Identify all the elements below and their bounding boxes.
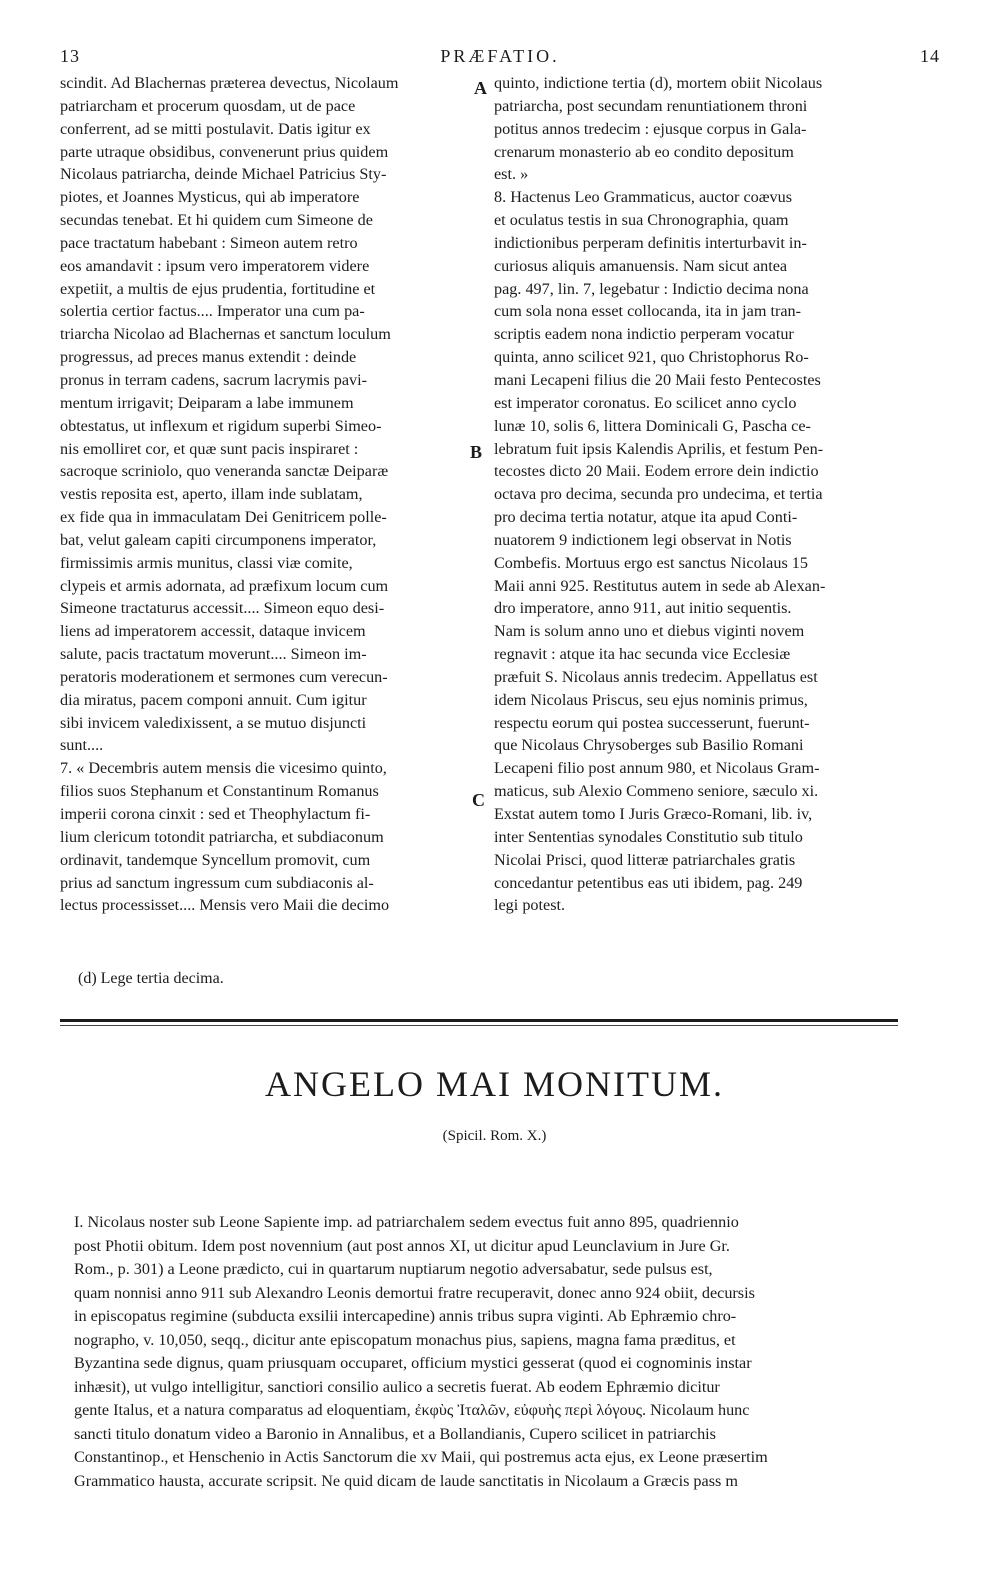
right-column-line: pro decima tertia notatur, atque ita apud Conti- (494, 508, 798, 527)
right-column-line: lunæ 10, solis 6, littera Dominicali G, Pascha ce- (494, 416, 811, 435)
left-column-line: parte utraque obsidibus, convenerunt prius quidem (60, 142, 389, 161)
right-column-line: Nicolai Prisci, quod litteræ patriarchales gratis (494, 850, 796, 869)
right-column-line: scriptis eadem nona indictio perperam vocatur (494, 325, 794, 344)
left-column-line: filios suos Stephanum et Constantinum Romanus (60, 782, 379, 801)
page-number-right: 14 (920, 46, 940, 66)
right-column-line: respectu eorum qui postea successerunt, fuerunt- (494, 713, 810, 732)
section-rule-thick (60, 1019, 898, 1022)
body-text-line: nographo, v. 10,050, seqq., dicitur ante episcopatum monachus pius, sapiens, magna fama præditus, et (74, 1330, 736, 1349)
right-column-line: præfuit S. Nicolaus annis tredecim. Appellatus est (494, 667, 818, 686)
left-column-line: 7. « Decembris autem mensis die vicesimo quinto, (60, 759, 387, 778)
left-column-line: triarcha Nicolao ad Blachernas et sanctum loculum (60, 325, 391, 344)
left-column-line: clypeis et armis adornata, ad præfixum locum cum (60, 576, 389, 595)
left-column-line: imperii corona cinxit : sed et Theophylactum fi- (60, 805, 371, 823)
left-column-line: expetiit, a multis de ejus prudentia, fortitudine et (60, 279, 376, 298)
left-column-line: conferrent, ad se mitti postulavit. Datis igitur ex (60, 119, 371, 138)
left-column-line: Nicolaus patriarcha, deinde Michael Patricius Sty- (60, 165, 387, 184)
right-column-line: nuatorem 9 indictionem legi observat in Notis (494, 530, 792, 549)
right-column-line: indictionibus perperam definitis interturbavit in- (494, 233, 807, 252)
body-text-line: in episcopatus regimine (subducta exsilii intercapedine) annis tribus supra viginti. Ab Ephræmio chro- (74, 1307, 737, 1325)
body-text-line: inhæsit), ut vulgo intelligitur, sanctiori consilio aulico a secretis fuerat. Ab eodem Ephræmio dicitur (74, 1377, 720, 1396)
body-text-line: I. Nicolaus noster sub Leone Sapiente imp. ad patriarchalem sedem evectus fuit anno 895, quadriennio (74, 1213, 739, 1231)
left-column-line: dia miratus, pacem componi annuit. Cum igitur (60, 690, 367, 709)
right-column-line: cum sola nona esset collocanda, ita in jam tran- (494, 302, 802, 321)
left-column-line: peratoris moderationem et sermones cum verecun- (60, 667, 388, 686)
left-column-line: pace tractatum habebant : Simeon autem retro (60, 233, 358, 252)
left-column-line: ex fide qua in immaculatam Dei Genitricem polle- (60, 508, 387, 527)
body-text-line: Grammatico hausta, accurate scripsit. Ne quid dicam de laude sanctitatis in Nicolaum a Græcis pass m (74, 1471, 738, 1490)
right-column-line: lebratum fuit ipsis Kalendis Aprilis, et festum Pen- (494, 439, 824, 458)
body-text-line: Constantinop., et Henschenio in Actis Sanctorum die xv Maii, qui postremus acta ejus, ex Leone præsertim (74, 1448, 768, 1466)
right-column-line: patriarcha, post secundam renuntiationem throni (494, 96, 808, 115)
right-column-line: dro imperatore, anno 911, aut initio sequentis. (494, 599, 792, 618)
right-column-line: que Nicolaus Chrysoberges sub Basilio Romani (494, 736, 804, 755)
right-column-line: mani Lecapeni filius die 20 Maii festo Pentecostes (494, 370, 821, 389)
right-column-line: est. » (494, 165, 529, 184)
left-column-line: solertia certior factus.... Imperator una cum pa- (60, 302, 365, 321)
left-column-line: firmissimis armis munitus, classi viæ comite, (60, 553, 353, 572)
right-column-line: tecostes dicto 20 Maii. Eodem errore dein indictio (494, 462, 819, 481)
left-column-line: lectus processisset.... Mensis vero Maii die decimo (60, 896, 390, 915)
right-column-line: idem Nicolaus Priscus, seu ejus nominis primus, (494, 690, 808, 709)
right-column-line: concedantur petentibus eas uti ibidem, pag. 249 (494, 873, 803, 892)
left-column-line: pronus in terram cadens, sacrum lacrymis pavi- (60, 370, 368, 389)
body-text-line: Byzantina sede dignus, quam priusquam occuparet, officium mystici gesserat (quod ei cognominis instar (74, 1354, 752, 1372)
right-column-line: et oculatus testis in sua Chronographia, quam (494, 211, 789, 230)
right-column-line: potitus annos tredecim : ejusque corpus in Gala- (494, 119, 807, 138)
right-column-line: quinta, anno scilicet 921, quo Christophorus Ro- (494, 348, 809, 367)
left-column-line: progressus, ad preces manus extendit : deinde (60, 348, 357, 367)
right-column-line: pag. 497, lin. 7, legebatur : Indictio decima nona (494, 279, 809, 298)
body-text (74, 1211, 898, 1493)
left-column-line: lium clericum totondit patriarcha, et subdiaconum (60, 827, 384, 846)
body-text-line: post Photii obitum. Idem post novennium (aut post annos XI, ut dicitur apud Leunclavium in Jure Gr. (74, 1236, 730, 1255)
left-column-line: salute, pacis tractatum moverunt.... Simeon im- (60, 645, 367, 664)
left-column-line: vestis reposita est, aperto, illam inde sublatam, (60, 485, 363, 504)
right-column-line: est imperator coronatus. Eo scilicet anno cyclo (494, 393, 797, 412)
section-subtitle: (Spicil. Rom. X.) (442, 1128, 547, 1144)
right-column-line: 8. Hactenus Leo Grammaticus, auctor coævus (494, 188, 793, 207)
body-text-line: sancti titulo donatum video a Baronio in Annalibus, et a Bollandianis, Cupero scilicet in patriarchis (74, 1424, 716, 1443)
right-column-line: Maii anni 925. Restitutus autem in sede ab Alexan- (494, 576, 826, 595)
margin-letter-a: A (474, 78, 487, 98)
page-number-left: 13 (60, 46, 80, 66)
margin-letter-c: C (472, 790, 485, 810)
left-column-line: sibi invicem valedixissent, a se mutuo disjuncti (60, 713, 367, 732)
left-column-line: prius ad sanctum ingressum cum subdiaconis al- (60, 873, 374, 892)
right-column-line: quinto, indictione tertia (d), mortem obiit Nicolaus (494, 74, 823, 92)
footnote: (d) Lege tertia decima. (78, 970, 224, 987)
left-column-line: Simeone tractaturus accessit.... Simeon equo desi- (60, 599, 385, 618)
left-column (60, 72, 470, 917)
section-title: ANGELO MAI MONITUM. (265, 1064, 724, 1104)
right-column-line: regnavit : atque ita hac secunda vice Ecclesiæ (494, 645, 791, 664)
left-column-line: sunt.... (60, 736, 104, 755)
left-column-line: ordinavit, tandemque Syncellum promovit, cum (60, 850, 371, 869)
right-column (494, 72, 906, 917)
left-column-line: eos amandavit : ipsum vero imperatorem videre (60, 256, 370, 275)
body-text-line: quam nonnisi anno 911 sub Alexandro Leonis demortui fratre recuperavit, donec anno 924 obiit, decursis (74, 1283, 755, 1302)
right-column-line: legi potest. (494, 896, 566, 915)
running-head-title: PRÆFATIO. (440, 46, 560, 66)
left-column-line: sacroque scriniolo, quo veneranda sanctæ Deiparæ (60, 462, 389, 481)
left-column-line: bat, velut galeam capiti circumponens imperator, (60, 530, 377, 549)
right-column-line: maticus, sub Alexio Commeno seniore, sæculo xi. (494, 782, 819, 801)
right-column-line: inter Sententias synodales Constitutio sub titulo (494, 827, 803, 846)
left-column-line: liens ad imperatorem accessit, dataque invicem (60, 622, 366, 641)
margin-letter-b: B (470, 442, 483, 462)
right-column-line: Exstat autem tomo I Juris Græco-Romani, lib. iv, (494, 805, 813, 823)
right-column-line: crenarum monasterio ab eo condito depositum (494, 142, 794, 161)
body-text-line: Rom., p. 301) a Leone prædicto, cui in quartarum nuptiarum negotio adversabatur, sede pulsus est, (74, 1260, 713, 1278)
left-column-line: piotes, et Joannes Mysticus, qui ab imperatore (60, 188, 360, 207)
right-column-line: Lecapeni filio post annum 980, et Nicolaus Gram- (494, 759, 820, 778)
left-column-line: patriarcham et procerum quosdam, ut de pace (60, 96, 356, 115)
left-column-line: obtestatus, ut inflexum et rigidum superbi Simeo- (60, 416, 382, 435)
left-column-line: mentum irrigavit; Deiparam a labe immunem (60, 393, 354, 412)
section-rule-thin (60, 1025, 898, 1026)
left-column-line: scindit. Ad Blachernas præterea devectus, Nicolaum (60, 74, 399, 92)
body-text-line: gente Italus, et a natura comparatus ad eloquentiam, ἐκφὺς Ἰταλῶν, εὐφυὴς περὶ λόγους. Nicolaum hunc (74, 1401, 750, 1419)
right-column-line: Combefis. Mortuus ergo est sanctus Nicolaus 15 (494, 553, 808, 572)
running-head (60, 46, 940, 72)
right-column-line: curiosus aliquis amanuensis. Nam sicut antea (494, 256, 788, 275)
left-column-line: secundas tenebat. Et hi quidem cum Simeone de (60, 211, 373, 230)
right-column-line: Nam is solum anno uno et diebus viginti novem (494, 622, 805, 641)
left-column-line: nis emolliret cor, et quæ sunt pacis inspiraret : (60, 439, 359, 458)
right-column-line: octava pro decima, secunda pro undecima, et tertia (494, 485, 823, 504)
